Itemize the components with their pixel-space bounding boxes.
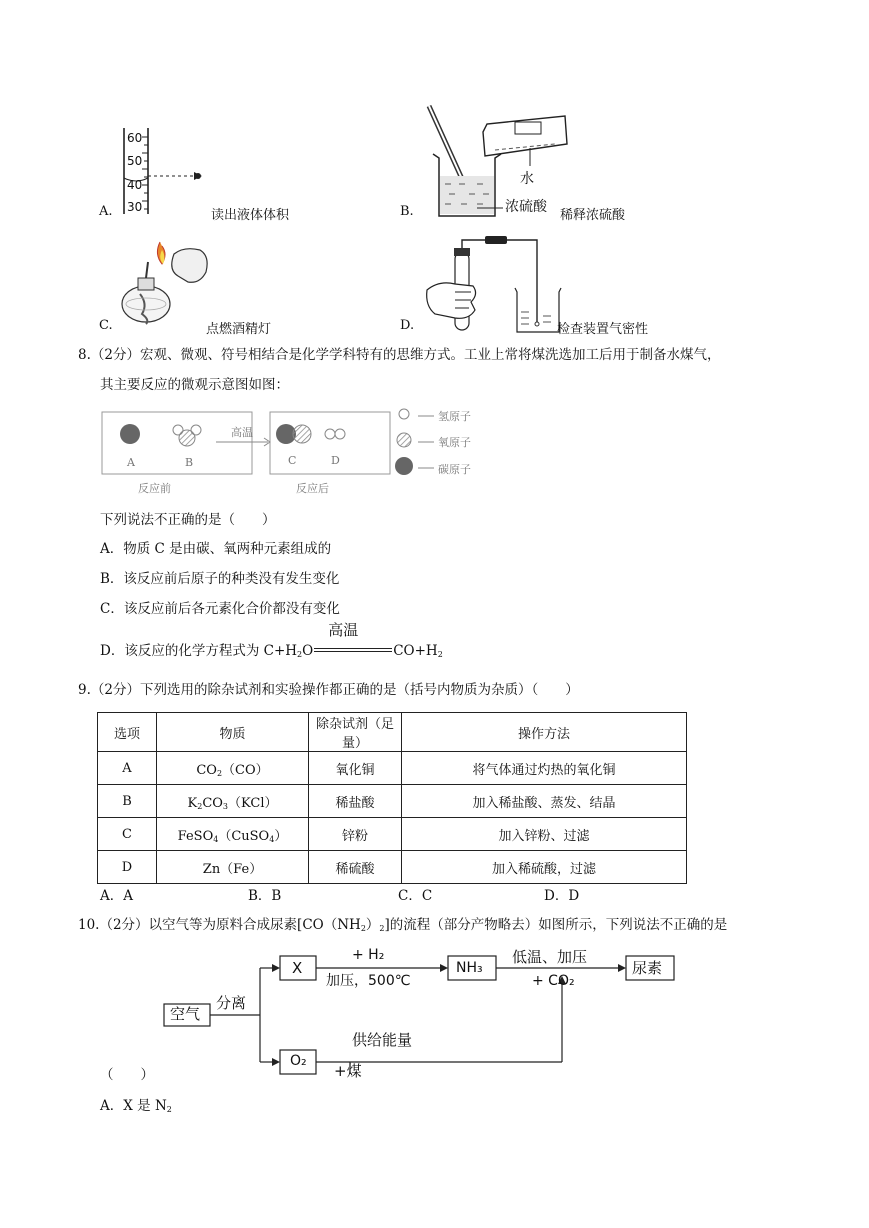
table-row: B $K_2CO_3(KCl)$ 稀盐酸 加入稀盐酸、蒸发、结晶 — [98, 785, 687, 818]
q9-table — [97, 712, 687, 884]
flow-nh3-box: NH₃ — [456, 960, 483, 976]
q7-option-b-label: 稀释浓硫酸 — [560, 208, 626, 223]
concentrated-acid-label: 浓硫酸 — [505, 199, 547, 215]
cylinder-tick-60: 60 — [127, 131, 143, 145]
reaction-arrow-label: 高温 — [231, 426, 253, 439]
table-row: A $CO_2(CO)$ 氧化铜 将气体通过灼热的氧化铜 — [98, 752, 687, 785]
cylinder-tick-30: 30 — [127, 200, 143, 214]
flow-condition-1: 加压，500℃ — [326, 973, 411, 989]
q9-answer-c: C．C — [398, 888, 433, 904]
cylinder-tick-40: 40 — [127, 178, 143, 192]
q9-answer-a: A．A — [100, 888, 133, 904]
q7-option-d-label: 检查装置气密性 — [557, 322, 649, 337]
q7-option-b-letter: B. — [400, 204, 414, 219]
q7-option-a-label: 读出液体体积 — [211, 208, 290, 223]
before-reaction-label: 反应前 — [138, 482, 171, 495]
flow-h2-label: + H₂ — [352, 947, 385, 963]
reaction-condition: 高温 — [314, 641, 392, 655]
legend-hydrogen-label: 氢原子 — [438, 410, 471, 423]
table-row: C FeSO$_4$（CuSO$_4$） 锌粉 加入锌粉、过滤 — [98, 818, 687, 851]
flow-x-box: X — [292, 959, 303, 977]
q8-option-a: A．物质 C 是由碳、氧两种元素组成的 — [100, 541, 332, 557]
after-reaction-label: 反应后 — [296, 482, 329, 495]
molecule-d-label: D — [331, 454, 340, 467]
q10-stem: 10.（2分）以空气等为原料合成尿素$[CO(NH_2)_2]$的流程（部分产物略去）如图所示，下列说法不正确的是 — [78, 917, 728, 933]
flow-condition-2: 低温、加压 — [512, 948, 588, 966]
q8-question: 下列说法不正确的是（ ） — [100, 512, 276, 528]
molecule-a-label: A — [127, 456, 135, 469]
flow-energy-label: 供给能量 — [352, 1031, 413, 1049]
flow-co2-label: + CO₂ — [532, 973, 575, 989]
molecule-b-label: B — [185, 456, 194, 469]
flow-coal-label: +煤 — [334, 1062, 362, 1080]
q9-answer-d: D．D — [544, 888, 580, 904]
legend-oxygen-label: 氧原子 — [438, 436, 471, 449]
table-header-row: 选项 物质 除杂试剂（足量） 操作方法 — [98, 713, 687, 752]
flow-air-box: 空气 — [170, 1005, 201, 1023]
q8-option-c: C．该反应前后各元素化合价都没有变化 — [100, 601, 340, 617]
airtightness-test-figure — [425, 232, 575, 332]
water-label: 水 — [520, 171, 534, 187]
q7-option-c-label: 点燃酒精灯 — [206, 322, 272, 337]
q9-stem: 9.（2分）下列选用的除杂试剂和实验操作都正确的是（括号内物质为杂质）（ ） — [78, 682, 579, 698]
flow-separation-label: 分离 — [216, 994, 247, 1012]
q7-option-a-letter: A. — [99, 204, 113, 219]
q7-option-d-letter: D. — [400, 318, 415, 333]
q8-option-b: B．该反应前后原子的种类没有发生变化 — [100, 571, 340, 587]
q8-stem-line2: 其主要反应的微观示意图如图： — [100, 377, 289, 393]
q10-answer-paren: （ ） — [100, 1067, 154, 1083]
q8-stem-line1: 8.（2分）宏观、微观、符号相结合是化学学科特有的思维方式。工业上常将煤洗选加工后用于制备水煤气， — [78, 347, 721, 363]
flow-urea-box: 尿素 — [632, 959, 663, 977]
legend-carbon-label: 碳原子 — [438, 463, 471, 476]
molecule-c-label: C — [288, 454, 297, 467]
cylinder-tick-50: 50 — [127, 154, 143, 168]
table-row: D Zn（Fe） 稀硫酸 加入稀硫酸，过滤 — [98, 851, 687, 884]
q9-answer-b: B．B — [248, 888, 282, 904]
flow-o2-box: O₂ — [290, 1053, 307, 1069]
q10-option-a: A．X 是 $N_2$ — [100, 1098, 172, 1114]
q8-option-d: D．该反应的化学方程式为 $C+H_2O$ 高温 $CO+H_2$ — [100, 621, 443, 659]
q7-option-c-letter: C. — [99, 318, 113, 333]
